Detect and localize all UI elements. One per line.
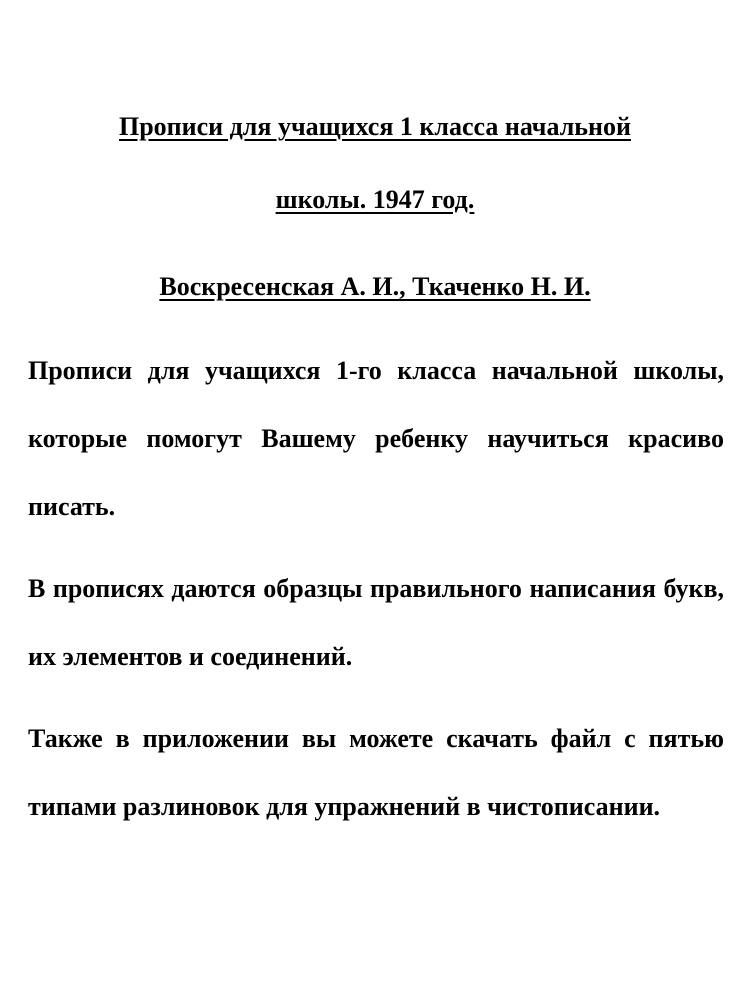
paragraph-intro: Прописи для учащихся 1-го класса начальной школы, которые помогут Вашему ребенку научиться красиво писать.	[28, 356, 724, 521]
paragraph-appendix: Также в приложении вы можете скачать файл с пятью типами разлиновок для упражнений в чистописании.	[28, 724, 724, 821]
paragraph-samples: В прописях даются образцы правильного написания букв, их элементов и соединений.	[28, 574, 724, 671]
document-authors: Воскресенская А. И., Ткаченко Н. И.	[159, 272, 591, 301]
document-title-line-2: школы. 1947 год.	[275, 185, 475, 214]
document-title-line-1: Прописи для учащихся 1 класса начальной	[118, 112, 631, 141]
